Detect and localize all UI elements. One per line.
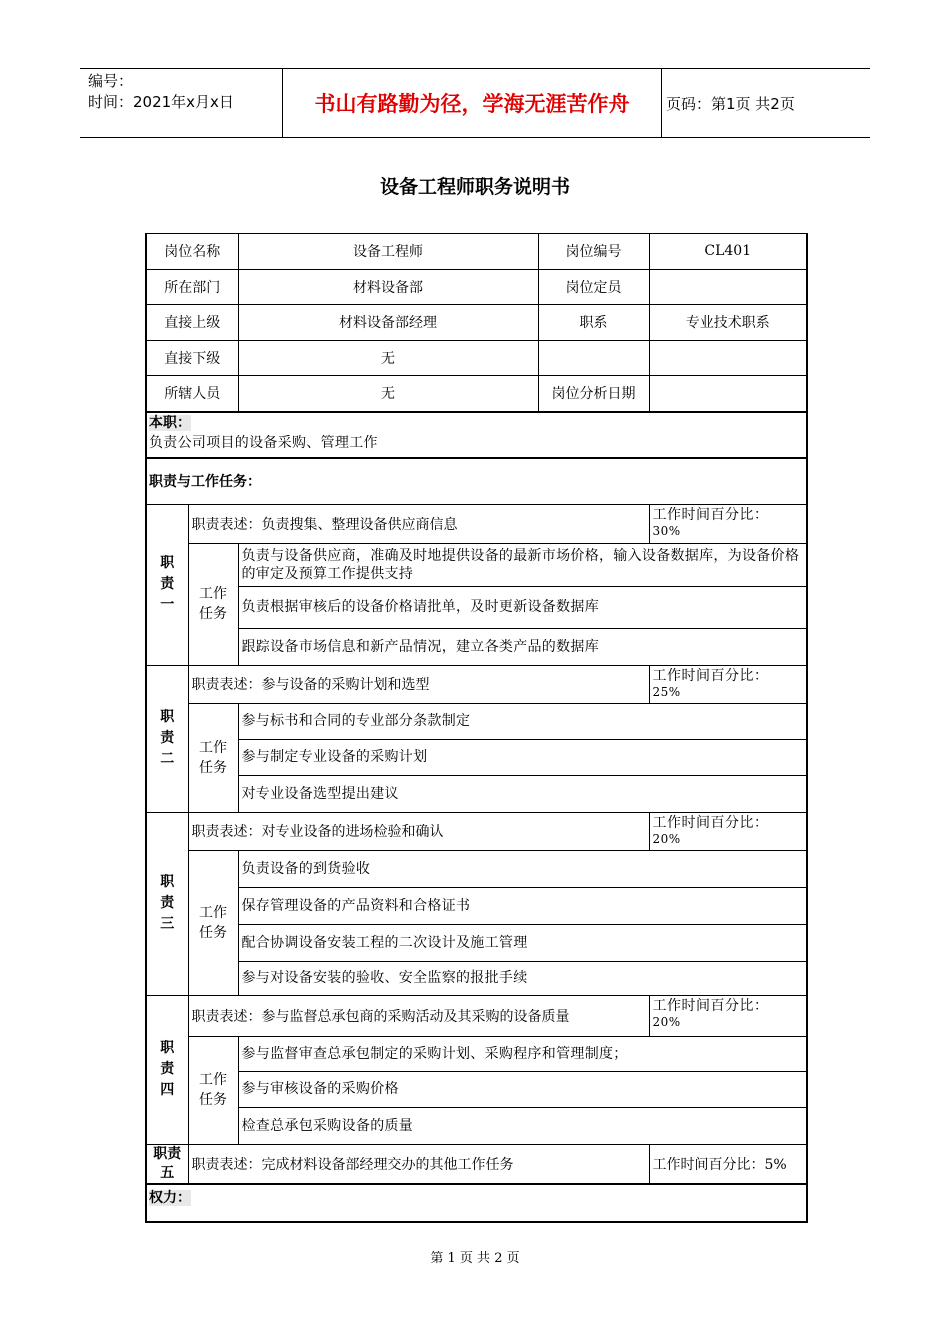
- task-row: [146, 586, 807, 628]
- info-label: 职系: [538, 305, 649, 341]
- responsibility-name: 职责三: [146, 812, 188, 995]
- info-value: 专业技术职系: [649, 305, 807, 341]
- responsibilities-label: 职责与工作任务：: [146, 458, 807, 505]
- responsibility-description: 职责表述：对专业设备的进场检验和确认: [188, 812, 649, 850]
- info-value: 材料设备部经理: [238, 305, 538, 341]
- info-value: 设备工程师: [238, 234, 538, 270]
- responsibility-name: 职责五: [146, 1144, 188, 1184]
- time-label: 时间：2021年x月x日: [88, 93, 234, 111]
- job-description-table: [145, 233, 808, 1223]
- responsibility-description: 职责表述：负责搜集、整理设备供应商信息: [188, 504, 649, 543]
- info-value: [649, 376, 807, 412]
- info-label: 所辖人员: [146, 376, 238, 412]
- responsibility-row: [146, 504, 807, 543]
- number-label: 编号：: [88, 72, 134, 90]
- task-item: 参与对设备安装的验收、安全监察的报批手续: [238, 961, 807, 995]
- task-item: 参与制定专业设备的采购计划: [238, 739, 807, 775]
- task-item: 参与标书和合同的专业部分条款制定: [238, 703, 807, 739]
- page-footer: 第 1 页 共 2 页: [430, 1251, 520, 1266]
- task-item: 负责与设备供应商，准确及时地提供设备的最新市场价格，输入设备数据库，为设备价格的审定及预算工作提供支持: [238, 543, 807, 586]
- power-row: [146, 1184, 807, 1222]
- info-value: 无: [238, 376, 538, 412]
- responsibility-row: [146, 995, 807, 1036]
- responsibility-row: [146, 812, 807, 850]
- info-label: 所在部门: [146, 269, 238, 305]
- task-item: 配合协调设备安装工程的二次设计及施工管理: [238, 924, 807, 961]
- responsibility-description: 职责表述：完成材料设备部经理交办的其他工作任务: [188, 1144, 649, 1184]
- task-label: 工作任务: [188, 703, 238, 812]
- responsibility-name: 职责一: [146, 504, 188, 665]
- task-row: [146, 775, 807, 812]
- task-row: [146, 887, 807, 924]
- info-row: [146, 269, 807, 305]
- document-title: 设备工程师职务说明书: [379, 176, 570, 198]
- time-percentage: 工作时间百分比： 20%: [649, 812, 807, 850]
- responsibility-description: 职责表述：参与设备的采购计划和选型: [188, 665, 649, 703]
- time-percentage: 工作时间百分比：5%: [649, 1144, 807, 1184]
- info-value: [649, 269, 807, 305]
- time-percentage: 工作时间百分比： 30%: [649, 504, 807, 543]
- responsibility-name: 职责二: [146, 665, 188, 812]
- task-row: [146, 628, 807, 665]
- duty-label: 本职：: [149, 414, 191, 431]
- page-header: [80, 68, 870, 138]
- info-label: 岗位分析日期: [538, 376, 649, 412]
- task-row: [146, 1107, 807, 1144]
- page-code: 页码：第1页 共2页: [666, 94, 795, 113]
- info-label: 岗位名称: [146, 234, 238, 270]
- responsibility-row: [146, 1144, 807, 1184]
- info-row: [146, 305, 807, 341]
- responsibilities-label-row: [146, 458, 807, 505]
- task-item: 负责设备的到货验收: [238, 850, 807, 887]
- task-row: [146, 739, 807, 775]
- task-item: 参与审核设备的采购价格: [238, 1071, 807, 1107]
- info-label: 岗位编号: [538, 234, 649, 270]
- task-label: 工作任务: [188, 850, 238, 995]
- info-row: [146, 376, 807, 412]
- info-label: 直接下级: [146, 340, 238, 376]
- task-row: [146, 1036, 807, 1071]
- header-motto: 书山有路勤为径，学海无涯苦作舟: [282, 69, 662, 137]
- power-label: 权力：: [146, 1184, 807, 1222]
- duty-text: 负责公司项目的设备采购、管理工作: [149, 434, 378, 451]
- header-meta: [88, 71, 283, 113]
- info-label: 直接上级: [146, 305, 238, 341]
- task-item: 跟踪设备市场信息和新产品情况，建立各类产品的数据库: [238, 628, 807, 665]
- duty-row: [146, 412, 807, 458]
- info-value: [649, 340, 807, 376]
- task-row: [146, 850, 807, 887]
- task-row: [146, 543, 807, 586]
- task-item: 对专业设备选型提出建议: [238, 775, 807, 812]
- responsibility-description: 职责表述：参与监督总承包商的采购活动及其采购的设备质量: [188, 995, 649, 1036]
- time-percentage: 工作时间百分比： 20%: [649, 995, 807, 1036]
- info-label: [538, 340, 649, 376]
- time-percentage: 工作时间百分比： 25%: [649, 665, 807, 703]
- info-row: [146, 340, 807, 376]
- info-value: 无: [238, 340, 538, 376]
- task-item: 检查总承包采购设备的质量: [238, 1107, 807, 1144]
- info-value: 材料设备部: [238, 269, 538, 305]
- task-item: 参与监督审查总承包制定的采购计划、采购程序和管理制度；: [238, 1036, 807, 1071]
- responsibility-row: [146, 665, 807, 703]
- task-item: 负责根据审核后的设备价格请批单，及时更新设备数据库: [238, 586, 807, 628]
- task-label: 工作任务: [188, 543, 238, 665]
- task-row: [146, 924, 807, 961]
- task-row: [146, 961, 807, 995]
- task-row: [146, 703, 807, 739]
- info-label: 岗位定员: [538, 269, 649, 305]
- responsibility-name: 职责四: [146, 995, 188, 1144]
- task-item: 保存管理设备的产品资料和合格证书: [238, 887, 807, 924]
- info-row: [146, 234, 807, 270]
- task-row: [146, 1071, 807, 1107]
- task-label: 工作任务: [188, 1036, 238, 1144]
- info-value: CL401: [649, 234, 807, 270]
